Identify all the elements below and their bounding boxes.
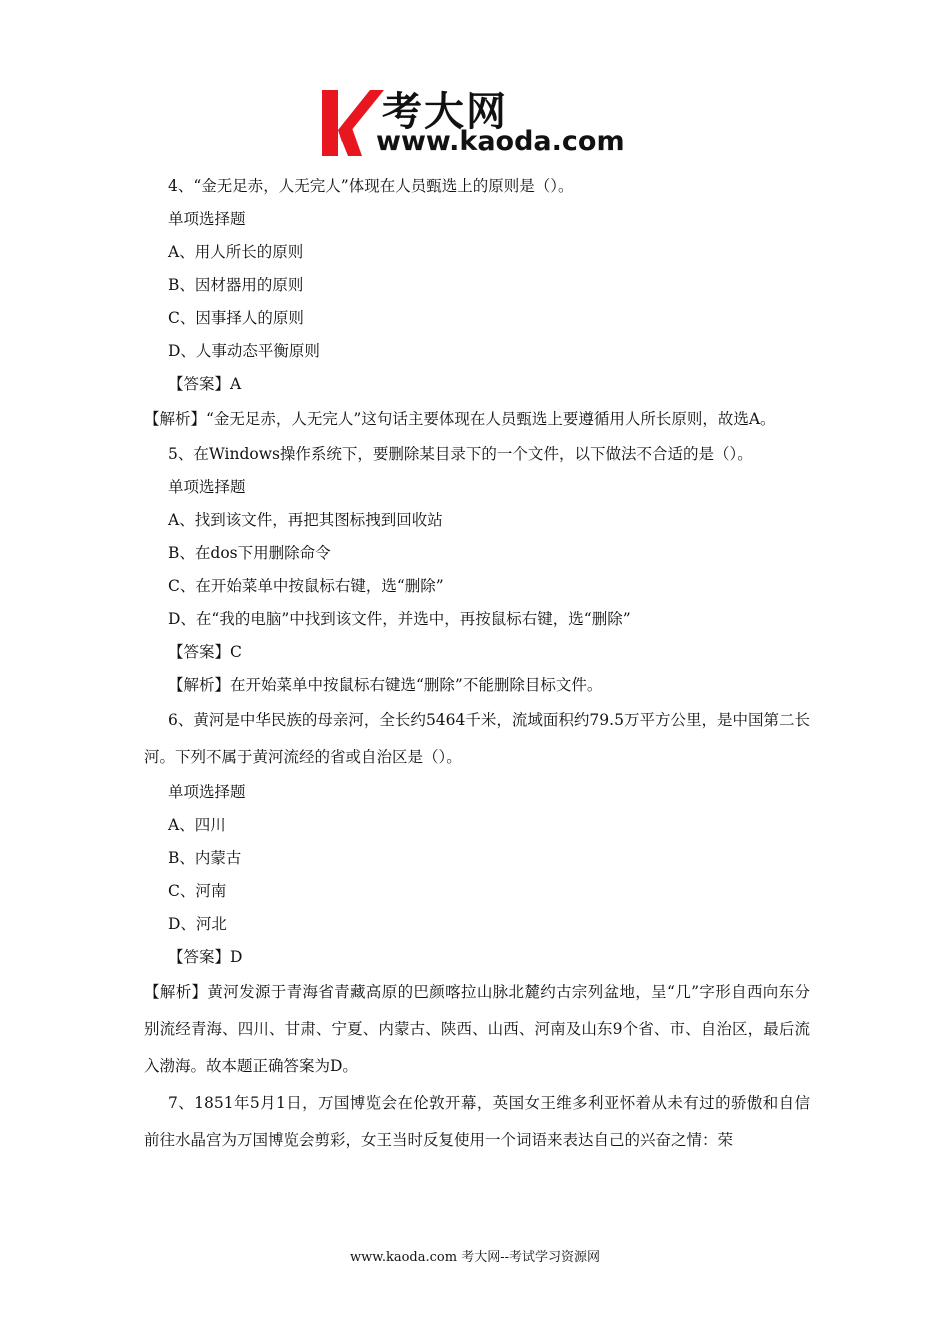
question-stem: 7、1851年5月1日，万国博览会在伦敦开幕，英国女王维多利亚怀着从未有过的骄傲和自信前往水晶宫为万国博览会剪彩，女王当时反复使用一个词语来表达自己的兴奋之情：荣 (144, 1094, 810, 1149)
question-stem: 4、“金无足赤，人无完人”体现在人员甄选上的原则是（）。 (168, 177, 574, 195)
option: A、四川 (168, 816, 226, 834)
option: A、用人所长的原则 (168, 243, 304, 261)
logo-url: www.kaoda.com (376, 126, 625, 157)
answer: 【答案】A (168, 375, 242, 393)
analysis: 【解析】黄河发源于青海省青藏高原的巴颜喀拉山脉北麓约古宗列盆地，呈“几”字形自西向东分别流经青海、四川、甘肃、宁夏、内蒙古、陕西、山西、河南及山东9个省、市、自治区，最后流入渤海。故本题正确答案为D。 (144, 983, 810, 1075)
option: C、因事择人的原则 (168, 309, 304, 327)
question-type: 单项选择题 (168, 210, 246, 228)
question-type: 单项选择题 (168, 478, 246, 496)
option: D、人事动态平衡原则 (168, 342, 320, 360)
question-type: 单项选择题 (168, 783, 246, 801)
option: B、因材器用的原则 (168, 276, 304, 294)
option: B、内蒙古 (168, 849, 242, 867)
option: A、找到该文件，再把其图标拽到回收站 (168, 511, 443, 529)
option: C、河南 (168, 882, 227, 900)
analysis: 【解析】在开始菜单中按鼠标右键选“删除”不能删除目标文件。 (168, 676, 603, 694)
question-content (144, 170, 810, 1159)
option: D、河北 (168, 915, 227, 933)
answer: 【答案】C (168, 643, 242, 661)
option: C、在开始菜单中按鼠标右键，选“删除” (168, 577, 444, 595)
page-footer: www.kaoda.com 考大网--考试学习资源网 (350, 1250, 600, 1265)
option: B、在dos下用删除命令 (168, 544, 331, 562)
question-stem: 6、黄河是中华民族的母亲河，全长约5464千米，流域面积约79.5万平方公里，是中国第二长河。下列不属于黄河流经的省或自治区是（）。 (144, 711, 810, 766)
site-logo (318, 84, 638, 162)
question-stem: 5、在Windows操作系统下，要删除某目录下的一个文件，以下做法不合适的是（）。 (168, 445, 753, 463)
logo-chinese-name: 考大网 (382, 89, 508, 135)
analysis: 【解析】“金无足赤，人无完人”这句话主要体现在人员甄选上要遵循用人所长原则，故选A。 (144, 410, 776, 428)
option: D、在“我的电脑”中找到该文件，并选中，再按鼠标右键，选“删除” (168, 610, 631, 628)
answer: 【答案】D (168, 948, 243, 966)
